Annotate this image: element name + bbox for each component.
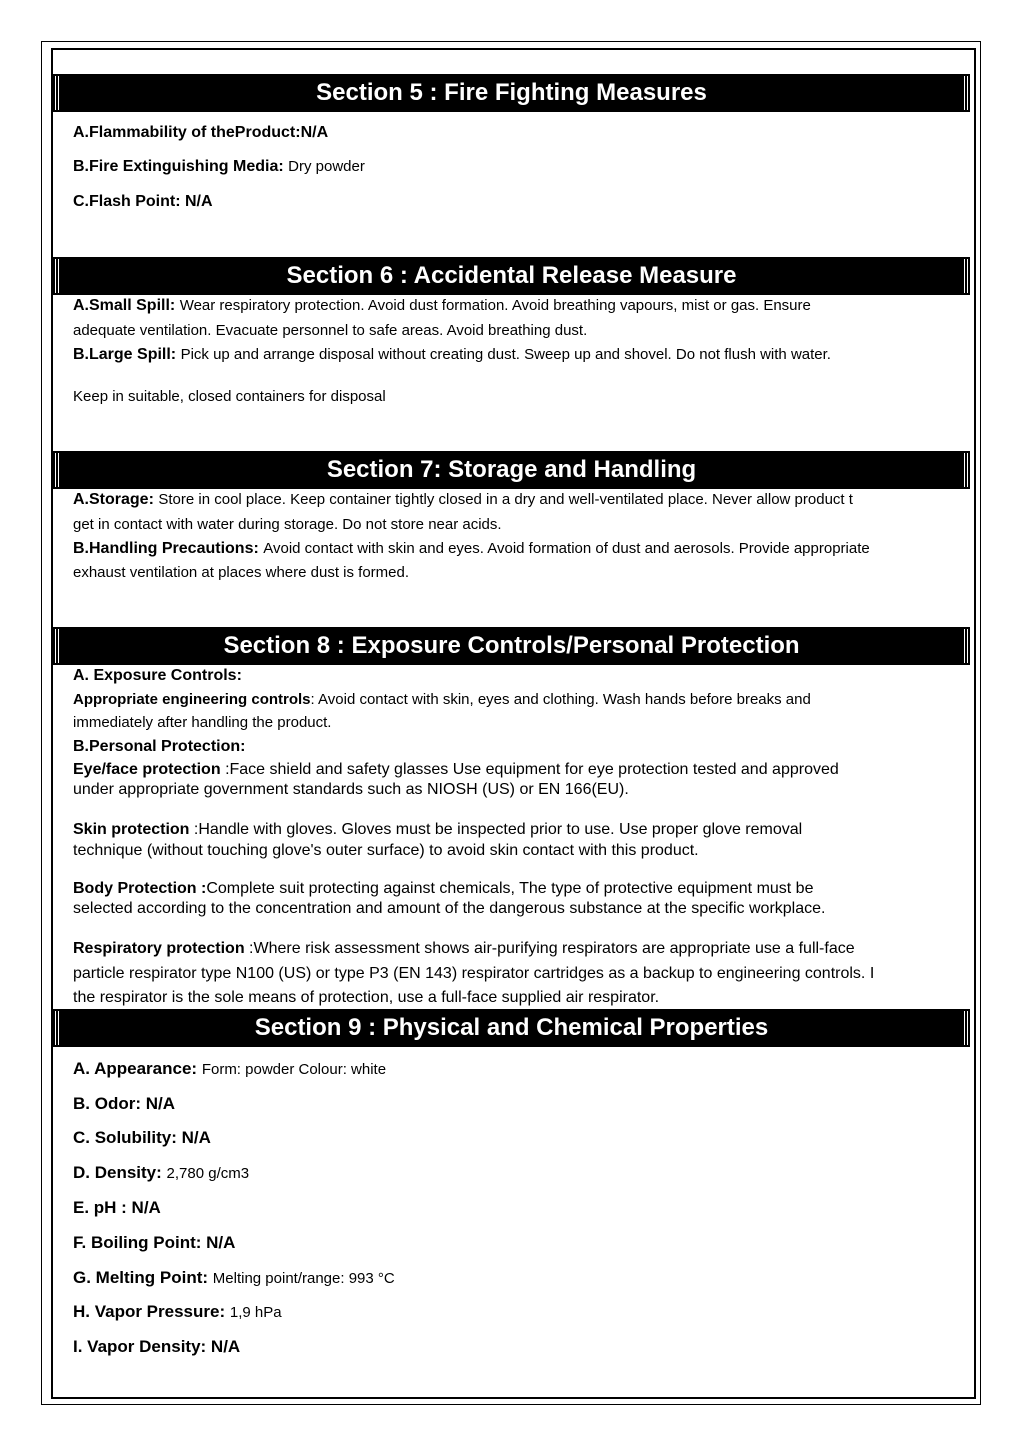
skin-protection-line-1 [73,821,988,839]
exposure-controls-heading: A. Exposure Controls: [73,667,242,684]
skin-protection-text-1: :Handle with gloves. Gloves must be inspected prior to use. Use proper glove removal [193,821,803,838]
respiratory-protection-label: Respiratory protection [73,940,245,957]
skin-protection-text-2: technique (without touching glove's outer surface) to avoid skin contact with this product. [73,842,699,859]
melting-point-value: Melting point/range: 993 °C [212,1270,395,1287]
body-protection-line-1 [73,880,988,898]
section-6-header: Section 6 : Accidental Release Measure [55,259,968,293]
storage-text-2: get in contact with water during storage. Do not store near acids. [73,516,502,533]
body-protection-label: Body Protection : [73,880,207,897]
vapor-pressure-label: H. Vapor Pressure: [73,1302,226,1321]
keep-containers-text: Keep in suitable, closed containers for disposal [73,388,386,405]
small-spill-text-2: adequate ventilation. Evacuate personnel to safe areas. Avoid breathing dust. [73,322,588,339]
eye-protection-text-1: :Face shield and safety glasses Use equipment for eye protection tested and approved [225,761,839,778]
storage-label: A.Storage: [73,491,154,508]
extinguishing-media-value: Dry powder [288,158,365,175]
skin-protection-label: Skin protection [73,821,190,838]
handling-text-2: exhaust ventilation at places where dust is formed. [73,564,410,581]
ph-line: E. pH : N/A [73,1198,161,1217]
eye-protection-line-1 [73,761,988,779]
engineering-controls-text-2: immediately after handling the product. [73,714,332,731]
respiratory-protection-text-3: the respirator is the sole means of protection, use a full-face supplied air respirator. [73,989,660,1006]
extinguishing-media-label: B.Fire Extinguishing Media: [73,158,284,175]
respiratory-protection-line-1 [73,940,988,958]
odor-line: B. Odor: N/A [73,1094,175,1113]
storage-text-1: Store in cool place. Keep container tightly closed in a dry and well-ventilated place. Never allow product t [158,491,853,508]
boiling-point-line: F. Boiling Point: N/A [73,1233,236,1252]
section-8-header: Section 8 : Exposure Controls/Personal Protection [55,629,968,663]
density-line [73,1163,988,1183]
flammability-line: A.Flammability of theProduct:N/A [73,124,329,141]
melting-point-label: G. Melting Point: [73,1268,209,1287]
small-spill-label: A.Small Spill: [73,297,176,314]
handling-text-1: Avoid contact with skin and eyes. Avoid formation of dust and aerosols. Provide appropriate [263,540,870,557]
vapor-pressure-line [73,1302,988,1322]
flash-point-line: C.Flash Point: N/A [73,193,213,210]
engineering-controls-label: Appropriate engineering controls [73,691,311,708]
section-9-header: Section 9 : Physical and Chemical Properties [55,1011,968,1045]
respiratory-protection-text-1: :Where risk assessment shows air-purifying respirators are appropriate use a full-face [249,940,855,957]
extinguishing-media-line [73,158,988,176]
personal-protection-heading: B.Personal Protection: [73,738,246,755]
melting-point-line [73,1268,988,1288]
body-protection-text-2: selected according to the concentration and amount of the dangerous substance at the specific workplace. [73,900,826,917]
section-7-header: Section 7: Storage and Handling [55,453,968,487]
large-spill-text: Pick up and arrange disposal without creating dust. Sweep up and shovel. Do not flush with water. [180,346,831,363]
appearance-value: Form: powder Colour: white [201,1061,387,1078]
appearance-line [73,1059,988,1079]
eye-protection-text-2: under appropriate government standards such as NIOSH (US) or EN 166(EU). [73,781,629,798]
storage-line-1 [73,491,988,509]
engineering-controls-text-1: : Avoid contact with skin, eyes and clothing. Wash hands before breaks and [310,691,811,708]
appearance-label: A. Appearance: [73,1059,198,1078]
eye-protection-label: Eye/face protection [73,761,221,778]
respiratory-protection-text-2: particle respirator type N100 (US) or type P3 (EN 143) respirator cartridges as a backup to engineering controls. I [73,965,875,982]
vapor-pressure-value: 1,9 hPa [229,1304,282,1321]
large-spill-label: B.Large Spill: [73,346,177,363]
solubility-line: C. Solubility: N/A [73,1128,211,1147]
small-spill-text-1: Wear respiratory protection. Avoid dust formation. Avoid breathing vapours, mist or gas. Ensure [179,297,811,314]
vapor-density-line: I. Vapor Density: N/A [73,1337,241,1356]
small-spill-line-1 [73,297,988,315]
handling-label: B.Handling Precautions: [73,540,259,557]
large-spill-line [73,346,988,364]
engineering-controls-line-1 [73,691,988,709]
handling-line-1 [73,540,988,558]
body-protection-text-1: Complete suit protecting against chemicals, The type of protective equipment must be [206,880,814,897]
section-5-header: Section 5 : Fire Fighting Measures [55,76,968,110]
density-value: 2,780 g/cm3 [166,1165,250,1182]
density-label: D. Density: [73,1163,162,1182]
